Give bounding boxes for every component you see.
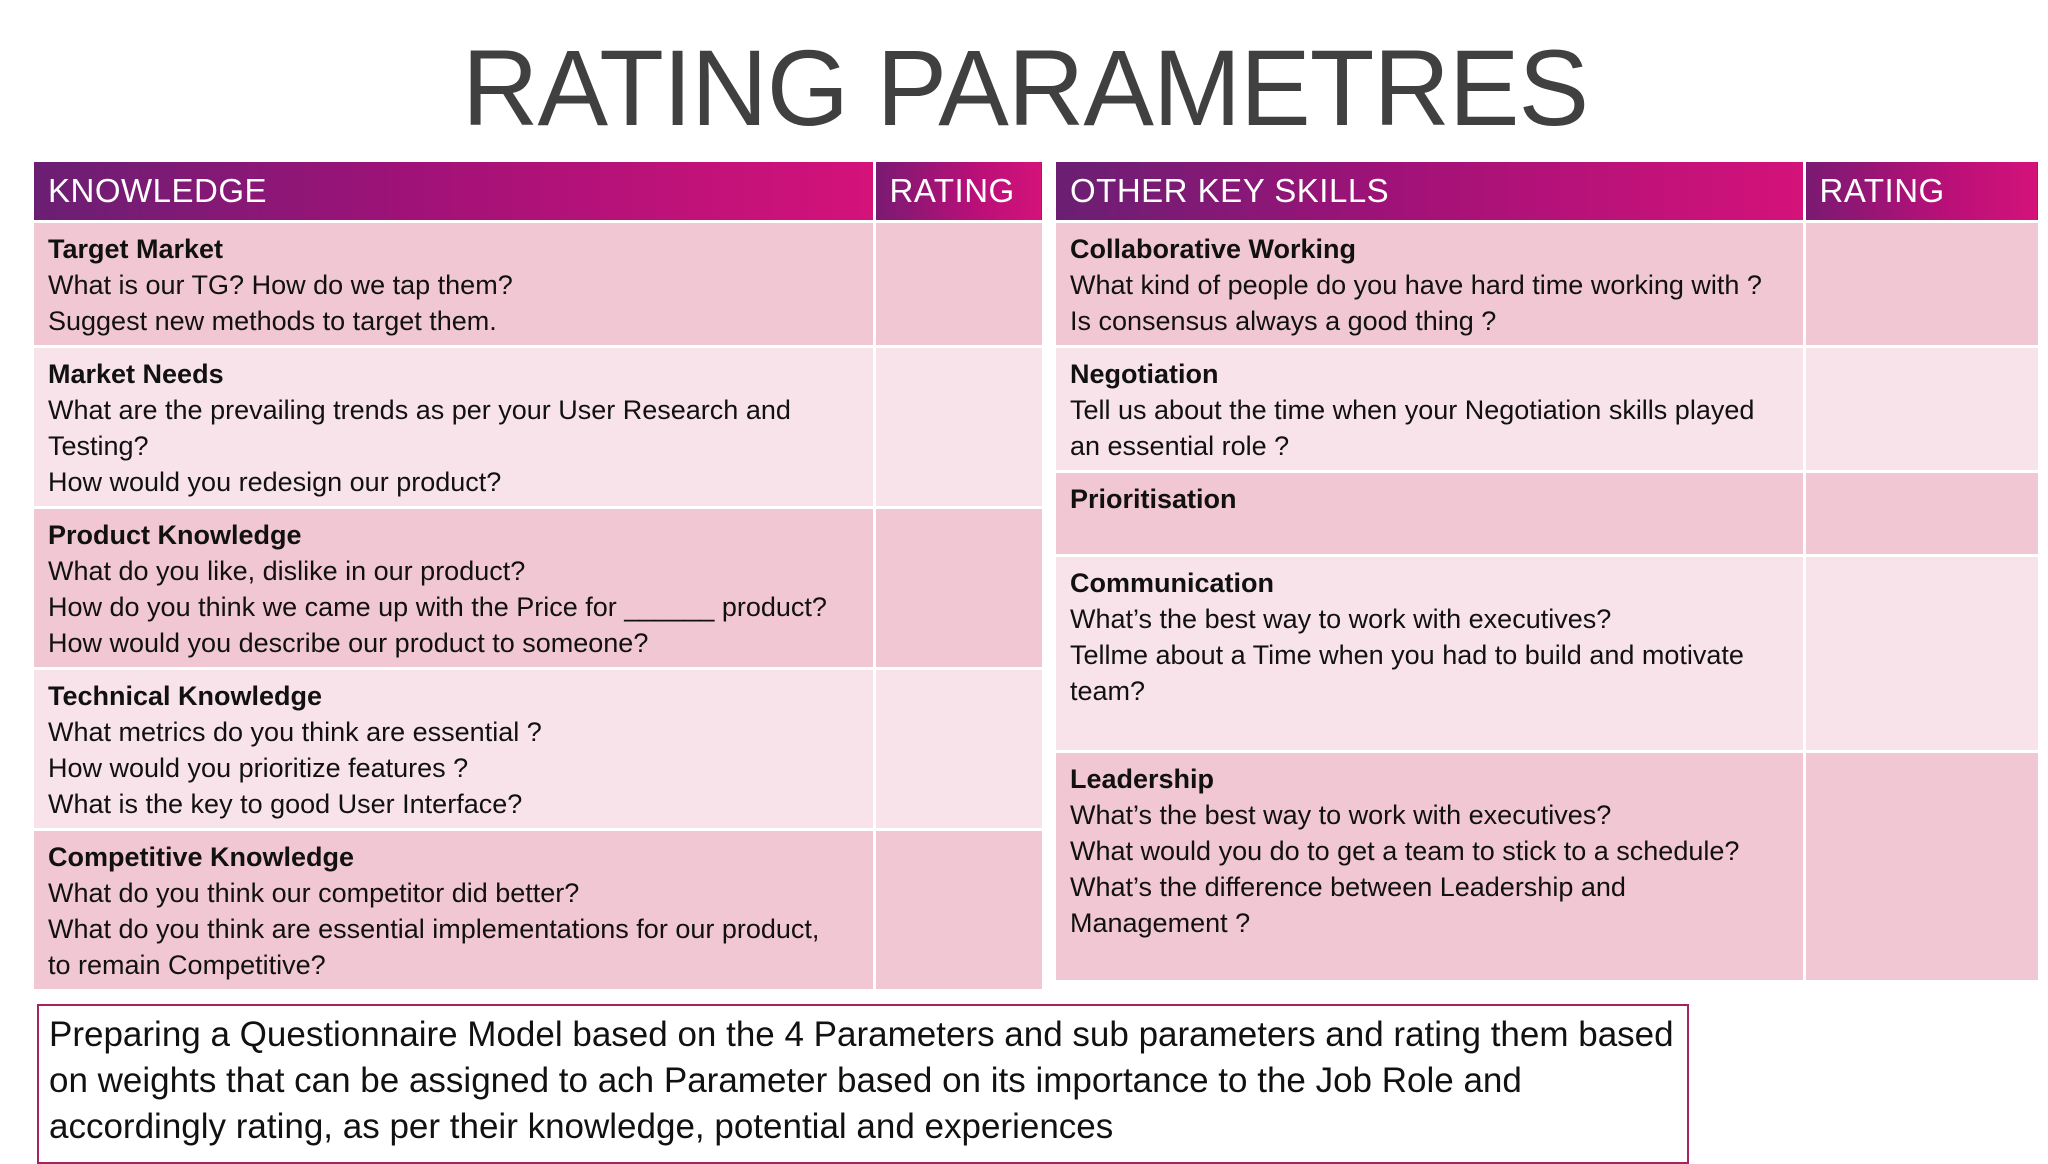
parameter-heading: Collaborative Working [1070,234,1357,264]
parameter-cell [34,222,874,347]
parameter-heading: Technical Knowledge [48,681,323,711]
question-text: How would you describe our product to someone? [48,628,649,658]
rating-cell[interactable] [874,830,1042,990]
question-text: What’s the best way to work with executives? [1070,800,1612,830]
parameter-heading: Product Knowledge [48,520,302,550]
parameter-cell [1056,472,1804,556]
parameter-heading: Prioritisation [1070,484,1237,514]
table-row [1056,222,2038,347]
rating-cell[interactable] [1804,472,2038,556]
parameter-cell [1056,752,1804,980]
question-text: Testing? [48,431,149,461]
table-row [34,347,1042,508]
table-row [34,669,1042,830]
rating-cell[interactable] [874,347,1042,508]
parameter-heading: Target Market [48,234,224,264]
page-title: RATING PARAMETRES [462,27,1589,148]
table-row [1056,347,2038,472]
parameter-cell [1056,556,1804,752]
rating-cell[interactable] [1804,347,2038,472]
question-text: Tellme about a Time when you had to build and motivate [1070,640,1744,670]
knowledge-header: KNOWLEDGE [34,162,874,222]
question-text: What kind of people do you have hard time working with ? [1070,270,1762,300]
rating-cell[interactable] [1804,556,2038,752]
skills-rating-header: RATING [1804,162,2038,222]
parameter-heading: Communication [1070,568,1275,598]
knowledge-table [34,162,1042,989]
table-row [1056,556,2038,752]
question-text: How would you redesign our product? [48,467,502,497]
parameter-heading: Competitive Knowledge [48,842,355,872]
table-row [1056,472,2038,556]
question-text: Suggest new methods to target them. [48,306,497,336]
parameter-cell [34,347,874,508]
question-text: What are the prevailing trends as per your User Research and [48,395,791,425]
question-text: What’s the difference between Leadership and [1070,872,1626,902]
question-text: How do you think we came up with the Price for ______ product? [48,592,827,622]
parameter-heading: Leadership [1070,764,1215,794]
question-text: Is consensus always a good thing ? [1070,306,1497,336]
table-row [1056,752,2038,980]
question-text: How would you prioritize features ? [48,753,469,783]
rating-cell[interactable] [874,508,1042,669]
parameter-cell [1056,347,1804,472]
question-text: What would you do to get a team to stick to a schedule? [1070,836,1740,866]
question-text: What is the key to good User Interface? [48,789,523,819]
question-text: What’s the best way to work with executives? [1070,604,1612,634]
skills-header: OTHER KEY SKILLS [1056,162,1804,222]
parameter-cell [1056,222,1804,347]
question-text: Management ? [1070,908,1251,938]
question-text: to remain Competitive? [48,950,326,980]
rating-cell[interactable] [874,669,1042,830]
rating-cell[interactable] [1804,222,2038,347]
table-row [34,508,1042,669]
summary-note: Preparing a Questionnaire Model based on the 4 Parameters and sub parameters and rating them based on weights that can be assigned to ach Parameter based on its importance to the Job Role and accordingly rating, as per their knowledge, potential and experiences [37,1004,1689,1164]
question-text: team? [1070,676,1146,706]
parameter-heading: Negotiation [1070,359,1219,389]
question-text: What metrics do you think are essential ? [48,717,542,747]
question-text: What do you think our competitor did better? [48,878,580,908]
rating-cell[interactable] [874,222,1042,347]
parameter-heading: Market Needs [48,359,224,389]
table-row [34,830,1042,990]
question-text: What is our TG? How do we tap them? [48,270,513,300]
knowledge-rating-header: RATING [874,162,1042,222]
table-row [34,222,1042,347]
parameter-cell [34,830,874,990]
parameter-cell [34,669,874,830]
question-text: What do you think are essential implementations for our product, [48,914,820,944]
question-text: Tell us about the time when your Negotiation skills played [1070,395,1755,425]
parameter-cell [34,508,874,669]
rating-cell[interactable] [1804,752,2038,980]
skills-table [1056,162,2038,980]
question-text: What do you like, dislike in our product? [48,556,526,586]
question-text: an essential role ? [1070,431,1290,461]
